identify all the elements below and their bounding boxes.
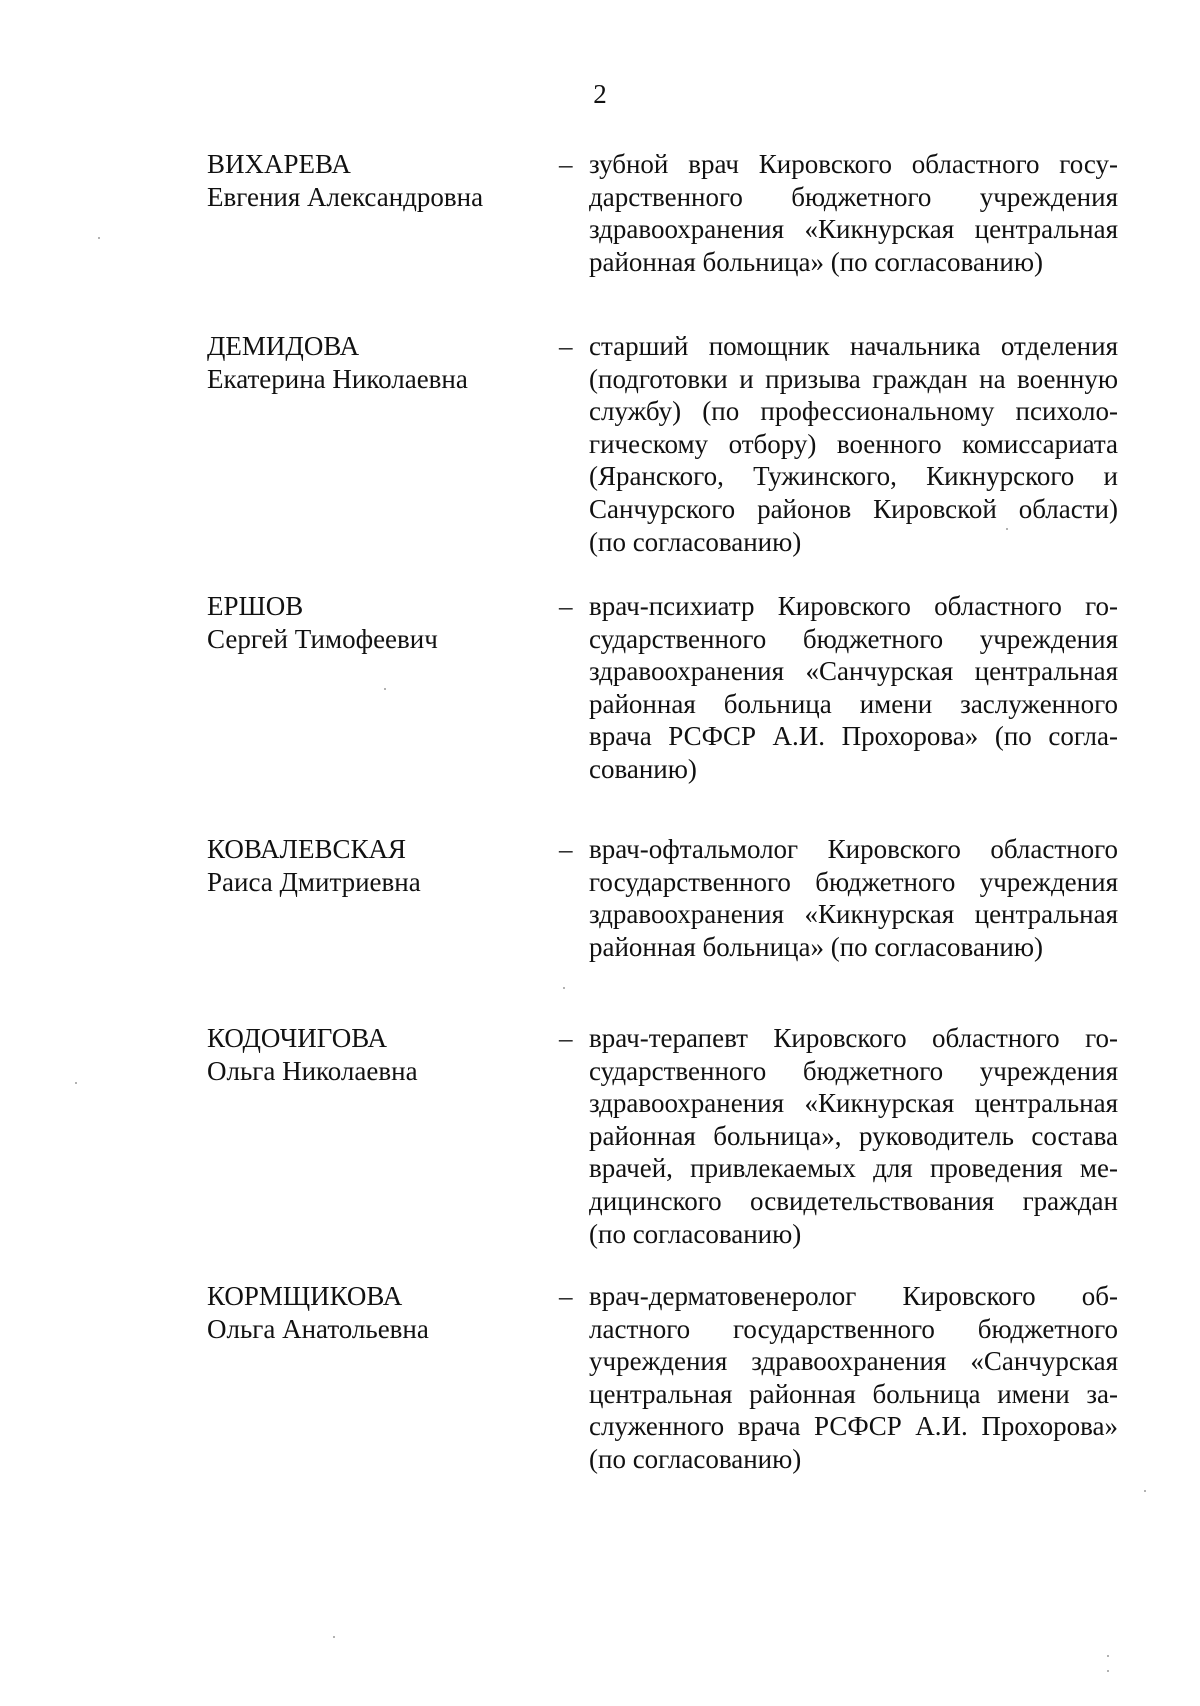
member-name (207, 148, 537, 213)
role-line: здравоохранения «Кикнурская центральная (589, 1088, 1118, 1119)
role-line: врачей, привлекаемых для проведения ме- (589, 1153, 1118, 1184)
dash-separator: – (559, 591, 573, 621)
role-line: районная больница» (по согласованию) (589, 931, 1043, 962)
role-line: (по согласованию) (589, 1443, 802, 1474)
member-role (589, 330, 1118, 558)
member-surname: КОРМЩИКОВА (207, 1281, 403, 1311)
scan-speck (1107, 1670, 1109, 1672)
member-surname: КОВАЛЕВСКАЯ (207, 834, 406, 864)
role-line: врача РСФСР А.И. Прохорова» (по согла- (589, 721, 1118, 752)
member-role (589, 1280, 1118, 1476)
member-given-names: Ольга Николаевна (207, 1055, 418, 1086)
member-role (589, 1022, 1118, 1250)
member-name (207, 833, 537, 898)
member-surname: ЕРШОВ (207, 591, 304, 621)
role-line: учреждения здравоохранения «Санчурская (589, 1346, 1118, 1377)
role-line: дицинского освидетельствования граждан (589, 1185, 1118, 1216)
role-line: врач-дерматовенеролог Кировского об- (589, 1281, 1118, 1311)
role-line: здравоохранения «Санчурская центральная (589, 656, 1118, 687)
member-surname: ВИХАРЕВА (207, 149, 351, 179)
scan-speck (1107, 1655, 1109, 1657)
member-given-names: Екатерина Николаевна (207, 363, 468, 394)
dash-separator: – (559, 149, 573, 179)
scan-speck (563, 987, 565, 989)
role-line: ластного государственного бюджетного (589, 1313, 1118, 1344)
role-line: центральная районная больница имени за- (589, 1378, 1118, 1409)
member-name (207, 1280, 537, 1345)
role-line: (Яранского, Тужинского, Кикнурского и (589, 461, 1118, 492)
scan-speck (75, 1082, 77, 1084)
scan-speck (98, 237, 100, 239)
member-name (207, 590, 537, 655)
member-given-names: Ольга Анатольевна (207, 1313, 429, 1344)
role-line: районная больница имени заслуженного (589, 688, 1118, 719)
role-line: здравоохранения «Кикнурская центральная (589, 899, 1118, 930)
member-role (589, 148, 1118, 278)
role-line: старший помощник начальника отделения (589, 331, 1118, 361)
role-line: (по согласованию) (589, 1218, 802, 1249)
dash-separator: – (559, 1023, 573, 1053)
role-line: (по согласованию) (589, 526, 802, 557)
role-line: государственного бюджетного учреждения (589, 866, 1118, 897)
role-line: дарственного бюджетного учреждения (589, 181, 1118, 212)
role-line: районная больница» (по согласованию) (589, 246, 1043, 277)
member-given-names: Евгения Александровна (207, 181, 484, 212)
scan-speck (333, 1636, 335, 1638)
role-line: сударственного бюджетного учреждения (589, 623, 1118, 654)
member-name (207, 1022, 537, 1087)
member-surname: ДЕМИДОВА (207, 331, 360, 361)
role-line: сударственного бюджетного учреждения (589, 1055, 1118, 1086)
role-line: здравоохранения «Кикнурская центральная (589, 214, 1118, 245)
scan-speck (384, 688, 386, 690)
role-line: Санчурского районов Кировской области) (589, 493, 1118, 524)
role-line: гическому отбору) военного комиссариата (589, 428, 1118, 459)
member-name (207, 330, 537, 395)
member-given-names: Сергей Тимофеевич (207, 623, 438, 654)
scan-speck (1144, 1490, 1146, 1492)
role-line: районная больница», руководитель состава (589, 1120, 1118, 1151)
dash-separator: – (559, 331, 573, 361)
role-line: (подготовки и призыва граждан на военную (589, 363, 1118, 394)
role-line: службу) (по профессиональному психоло- (589, 396, 1118, 427)
role-line: врач-офтальмолог Кировского областного (589, 834, 1118, 864)
member-role (589, 590, 1118, 786)
dash-separator: – (559, 834, 573, 864)
role-line: служенного врача РСФСР А.И. Прохорова» (589, 1411, 1118, 1442)
page-number: 2 (593, 79, 607, 109)
member-given-names: Раиса Дмитриевна (207, 866, 421, 897)
scan-speck (1006, 528, 1008, 530)
member-role (589, 833, 1118, 963)
role-line: сованию) (589, 753, 697, 784)
member-surname: КОДОЧИГОВА (207, 1023, 388, 1053)
dash-separator: – (559, 1281, 573, 1311)
role-line: врач-терапевт Кировского областного го- (589, 1023, 1118, 1053)
role-line: врач-психиатр Кировского областного го- (589, 591, 1118, 621)
role-line: зубной врач Кировского областного госу- (589, 149, 1118, 179)
